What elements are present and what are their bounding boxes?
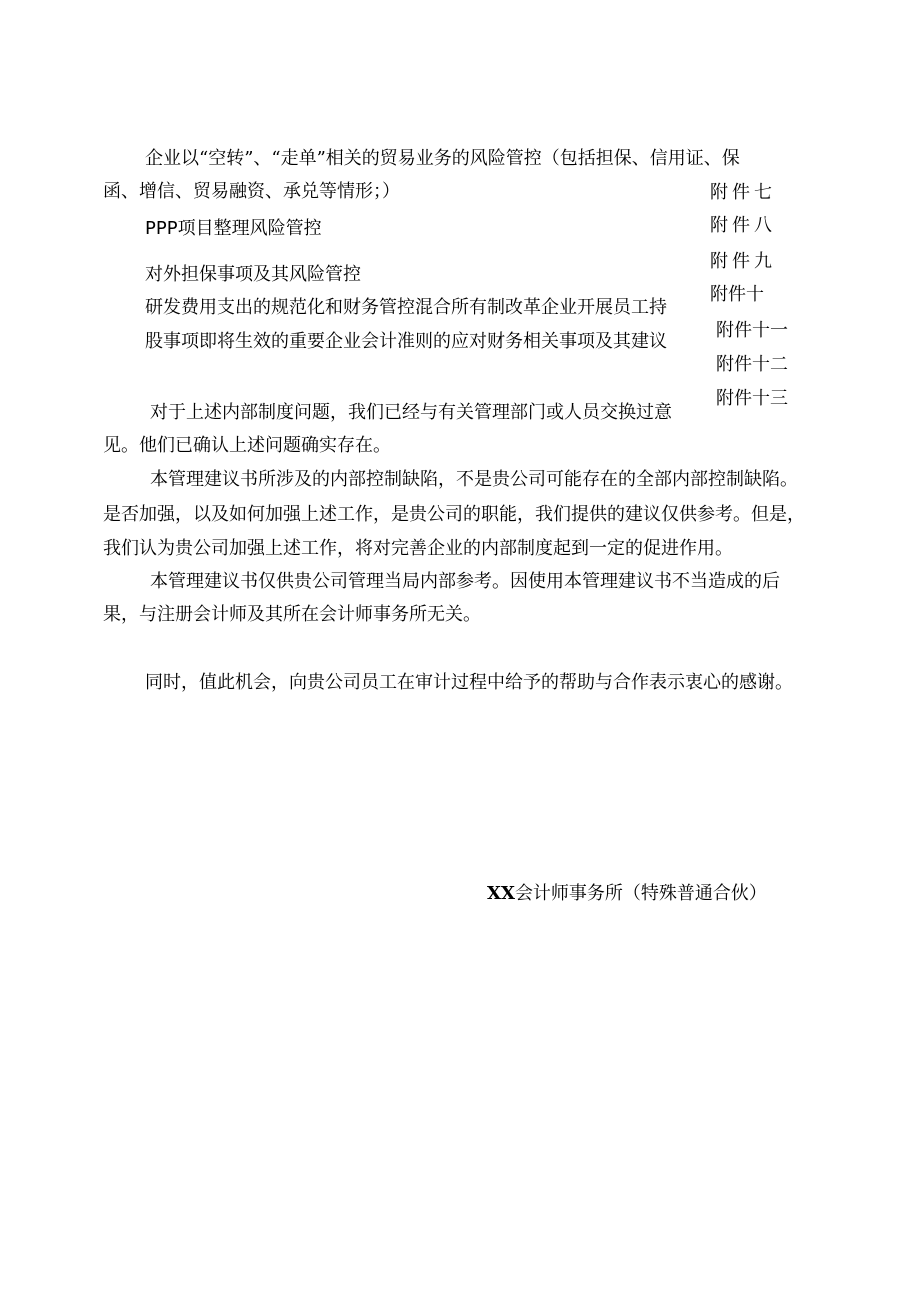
paragraph-3-line-1: 本管理建议书仅供贵公司管理当局内部参考。因使用本管理建议书不当造成的后 <box>150 571 780 592</box>
attachment-10: 附件十 <box>710 284 764 305</box>
paragraph-1-line-2: 见。他们已确认上述问题确实存在。 <box>103 435 391 456</box>
signature <box>487 883 767 905</box>
attachment-12: 附件十二 <box>716 354 788 375</box>
attachment-13: 附件十三 <box>716 388 788 409</box>
signature-prefix: XX <box>487 883 515 904</box>
attachment-9: 附件九 <box>710 251 776 272</box>
paragraph-2-line-1: 本管理建议书所涉及的内部控制缺陷，不是贵公司可能存在的全部内部控制缺陷。 <box>150 469 798 490</box>
paragraph-3-line-2: 果，与注册会计师及其所在会计师事务所无关。 <box>103 604 481 625</box>
item-1-line-1: 企业以“空转”、“走单”相关的贸易业务的风险管控（包括担保、信用证、保 <box>145 148 740 169</box>
paragraph-1-line-1: 对于上述内部制度问题，我们已经与有关管理部门或人员交换过意 <box>150 402 672 423</box>
attachment-7: 附件七 <box>710 182 776 203</box>
item-2-text: PPP项目整理风险管控 <box>145 218 322 239</box>
item-3: 对外担保事项及其风险管控 <box>145 264 361 285</box>
attachment-8: 附件八 <box>710 215 776 236</box>
attachment-11: 附件十一 <box>716 320 788 341</box>
item-1-line-2: 函、增信、贸易融资、承兑等情形；） <box>103 181 400 202</box>
item-2 <box>145 218 322 240</box>
paragraph-2-line-2: 是否加强，以及如何加强上述工作，是贵公司的职能，我们提供的建议仅供参考。但是， <box>103 504 805 525</box>
paragraph-4-line-1: 同时，值此机会，向贵公司员工在审计过程中给予的帮助与合作表示衷心的感谢。 <box>145 672 793 693</box>
signature-firm: 会计师事务所（特殊普通合伙） <box>514 883 767 904</box>
item-4-line-1: 研发费用支出的规范化和财务管控混合所有制改革企业开展员工持 <box>145 297 667 318</box>
paragraph-2-line-3: 我们认为贵公司加强上述工作，将对完善企业的内部制度起到一定的促进作用。 <box>103 538 733 559</box>
item-4-line-2: 股事项即将生效的重要企业会计准则的应对财务相关事项及其建议 <box>145 331 667 352</box>
